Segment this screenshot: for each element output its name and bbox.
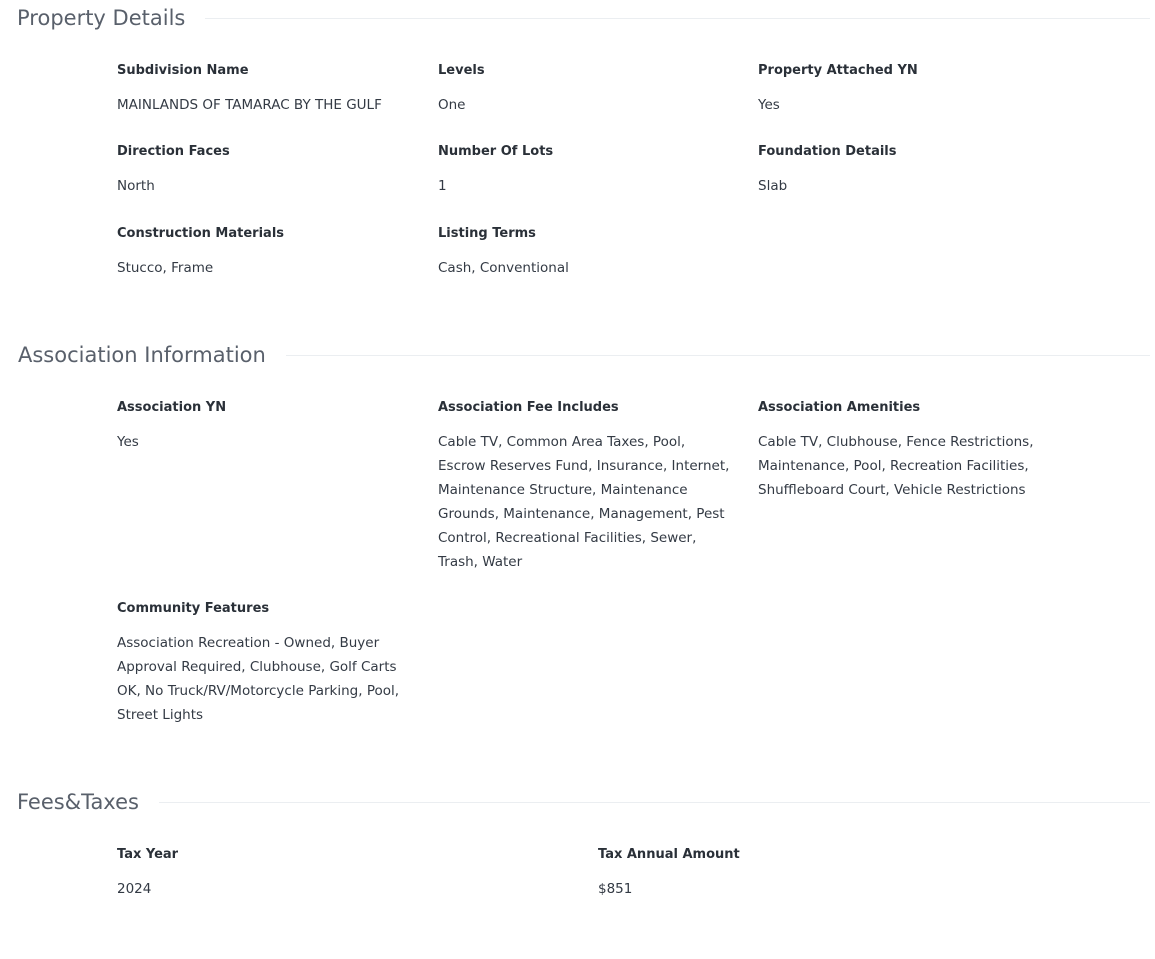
field-foundation-details [758,143,1058,198]
field-value: Association Recreation - Owned, Buyer Approval Required, Clubhouse, Golf Carts OK, No Truck/RV/Motorcycle Parking, Pool, Street Lights [117,635,400,723]
field-value: MAINLANDS OF TAMARAC BY THE GULF [117,97,382,113]
field-value: Cable TV, Clubhouse, Fence Restrictions, Maintenance, Pool, Recreation Facilities, Shuffleboard Court, Vehicle Restrictions [758,434,1034,498]
property-details-header [17,0,1150,36]
section-divider [205,18,1150,19]
field-association-fee-includes [438,399,734,574]
field-label: Subdivision Name [117,63,249,78]
field-label: Foundation Details [758,144,897,159]
field-listing-terms [438,225,738,280]
field-value: Stucco, Frame [117,260,214,276]
field-value: Yes [758,97,780,113]
field-subdivision-name [117,62,417,117]
field-label: Association YN [117,400,227,415]
field-label: Listing Terms [438,226,536,241]
field-association-amenities [758,399,1048,502]
field-value: One [438,97,466,113]
field-property-attached-yn [758,62,1058,117]
field-construction-materials [117,225,417,280]
field-label: Direction Faces [117,144,230,159]
field-community-features [117,600,409,727]
field-levels [438,62,738,117]
field-association-yn [117,399,417,454]
field-number-of-lots [438,143,738,198]
section-divider [159,802,1150,803]
field-label: Tax Annual Amount [598,847,740,862]
field-label: Association Fee Includes [438,400,619,415]
field-label: Community Features [117,601,270,616]
field-label: Construction Materials [117,226,285,241]
field-value: Cash, Conventional [438,260,569,276]
field-label: Property Attached YN [758,63,918,78]
section-title: Fees&Taxes [17,790,139,814]
fees-taxes-header [17,784,1150,820]
field-label: Number Of Lots [438,144,554,159]
field-value: 2024 [117,881,152,897]
field-tax-year [117,846,417,901]
field-value: $851 [598,881,633,897]
section-title: Property Details [17,6,186,30]
section-divider [286,355,1150,356]
field-label: Tax Year [117,847,179,862]
field-value: Slab [758,178,788,194]
field-value: Cable TV, Common Area Taxes, Pool, Escrow Reserves Fund, Insurance, Internet, Maintenance Structure, Maintenance Grounds, Maintenance, Management, Pest Control, Recreational Facilities, Sewer, Trash, Water [438,434,730,570]
section-title: Association Information [18,343,266,367]
field-value: 1 [438,178,447,194]
association-information-header [18,337,1150,373]
field-tax-annual-amount [598,846,898,901]
field-label: Association Amenities [758,400,921,415]
field-direction-faces [117,143,417,198]
field-value: North [117,178,155,194]
field-value: Yes [117,434,139,450]
field-label: Levels [438,63,485,78]
